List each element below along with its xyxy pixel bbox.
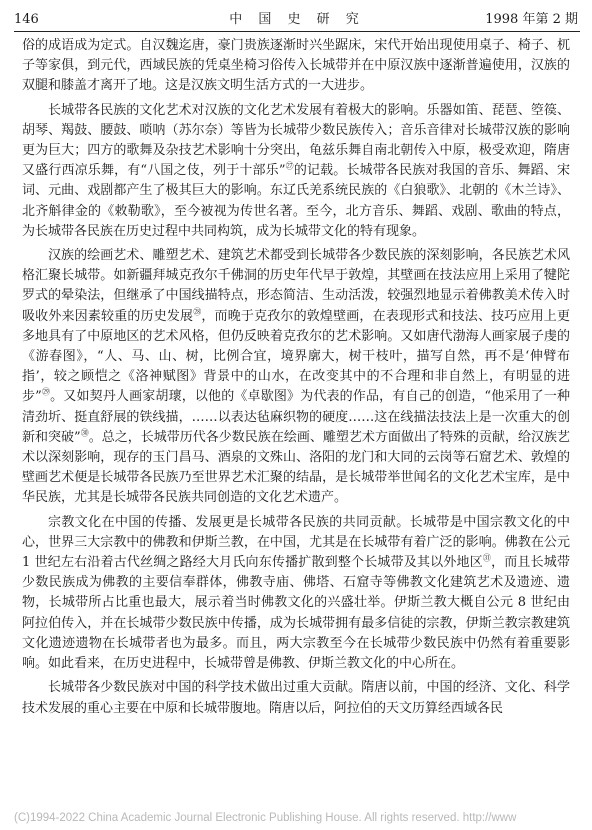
paragraph-text: 的记载。长城带各民族对我国的音乐、舞蹈、宋词、元曲、戏剧都产生了极其巨大的影响。东辽氏羌系统民族的《白狼歌》、北朝的《木兰诗》、北齐斛律金的《敕勒歌》，至今被视为传世名著。至今，北方音乐、舞蹈、戏剧、歌曲的特点，为长城带各民族在历史过程中共同构筑，成为长城带文化的特有现象。 <box>22 163 570 239</box>
body-paragraph <box>22 678 570 718</box>
footnote-marker: ㉙ <box>41 388 51 398</box>
paragraph-text: 长城带各民族的文化艺术对汉族的文化艺术发展有着极大的影响。乐器如笛、琵琶、箜篌、胡琴、羯鼓、腰鼓、唢呐（苏尔奈）等皆为长城带少数民族传入；音乐音律对长城带汉族的影响更为巨大；四方的歌舞及杂技艺术影响十分突出，龟兹乐舞自南北朝传入中原，极受欢迎，隋唐又盛行西凉乐舞，有“八国之伎，列于十部乐” <box>22 102 570 179</box>
footnote-marker: ㉘ <box>193 307 202 317</box>
body-paragraph <box>22 36 570 97</box>
body-paragraph <box>22 513 570 675</box>
footnote-marker: ㉛ <box>482 553 492 563</box>
paragraph-text: ，而晚于克孜尔的敦煌壁画，在表现形式和技法、技巧应用上更多地具有了中原地区的艺术风格，但仍反映着克孜尔的艺术影响。又如唐代渤海人画家展子虔的《游春图》，“人、马、山、树，比例合宜，境界廓大，树干枝叶，描写自然，再不是‘伸臂布指’，较之顾恺之《洛神赋图》背景中的山水，在改变其中的不合理和非自然上，有明显的进步” <box>22 308 570 405</box>
paragraph-text: 宗教文化在中国的传播、发展更是长城带各民族的共同贡献。长城带是中国宗教文化的中心，世界三大宗教中的佛教和伊斯兰教，在中国，尤其是在长城带有着广泛的影响。佛教在公元 1 世纪左右沿着古代丝绸之路经大月氏向东传播扩散到整个长城带及其以外地区 <box>22 514 570 571</box>
footnote-marker: ㉚ <box>80 428 89 438</box>
header-rule <box>14 31 580 32</box>
journal-title: 中 国 史 研 究 <box>229 12 365 27</box>
paragraph-text: 。总之，长城带历代各少数民族在绘画、雕塑艺术方面做出了特殊的贡献，给汉族艺术以深刻影响，现存的玉门昌马、酒泉的文殊山、洛阳的龙门和大同的云岗等石窟艺术、敦煌的壁画艺术便是长城带各民族乃至世界艺术汇聚的结晶，是长城带举世闻名的文化艺术宝库，是中华民族，尤其是长城带各民族共同创造的文化艺术遗产。 <box>22 429 570 506</box>
footnote-marker: ㉗ <box>285 161 294 171</box>
paragraph-text: 长城带各少数民族对中国的科学技术做出过重大贡献。隋唐以前，中国的经济、文化、科学技术发展的重心主要在中原和长城带腹地。隋唐以后，阿拉伯的天文历算经西域各民 <box>22 680 570 716</box>
running-header <box>14 10 580 30</box>
page-number: 146 <box>14 12 39 27</box>
paragraph-text: ，而且长城带少数民族成为佛教的主要信奉群体，佛教寺庙、佛塔、石窟寺等佛教文化建筑艺术及遗迹、遗物，长城带所占比重也最大，展示着当时佛教文化的兴盛壮举。伊斯兰教大概自公元 8 世纪由阿拉伯传入，并在长城带少数民族中传播，成为长城带拥有最多信徒的宗教，伊斯兰教宗教建筑文化遗迹遗物在长城带者也为最多。而且，两大宗教至今在长城带少数民族中仍然有着重要影响。如此看来，在历史进程中，长城带曾是佛教、伊斯兰教文化的中心所在。 <box>22 555 570 672</box>
paragraph-text: 。又如契丹人画家胡瓌，以他的《卓歇图》为代表的作品，有自己的创造，“他采用了一种清劲圻、挺直舒展的铁线描，……以表达毡麻织物的硬度……这在线描法技法上是一次重大的创新和突破” <box>22 389 570 445</box>
body-paragraph <box>22 246 570 509</box>
issue-label: 1998 年第 2 期 <box>485 12 578 27</box>
paragraph-text: 汉族的绘画艺术、雕塑艺术、建筑艺术都受到长城带各少数民族的深刻影响，各民族艺术风格汇聚长城带。如新疆拜城克孜尔千佛洞的历史年代早于敦煌，其壁画在技法应用上采用了犍陀罗式的晕染法，但继承了中国线描特点，形态简洁、生动活泼，较强烈地显示着佛教美术传入时吸收外来因素较重的历史发展 <box>22 248 570 324</box>
article-body <box>22 36 570 719</box>
body-paragraph <box>22 101 570 242</box>
copyright-footer: (C)1994-2022 China Academic Journal Electronic Publishing House. All rights reserved. http://www <box>14 812 517 824</box>
paragraph-text: 俗的成语成为定式。自汉魏迄唐，豪门贵族逐渐时兴坐踞床，宋代开始出现使用桌子、椅子、杌子等家俱，到元代，西域民族的凭桌坐椅习俗传入长城带并在中原汉族中逐渐普遍使用，汉族的双腿和膝盖才离开了地。这是汉族文明生活方式的一大进步。 <box>22 38 570 94</box>
